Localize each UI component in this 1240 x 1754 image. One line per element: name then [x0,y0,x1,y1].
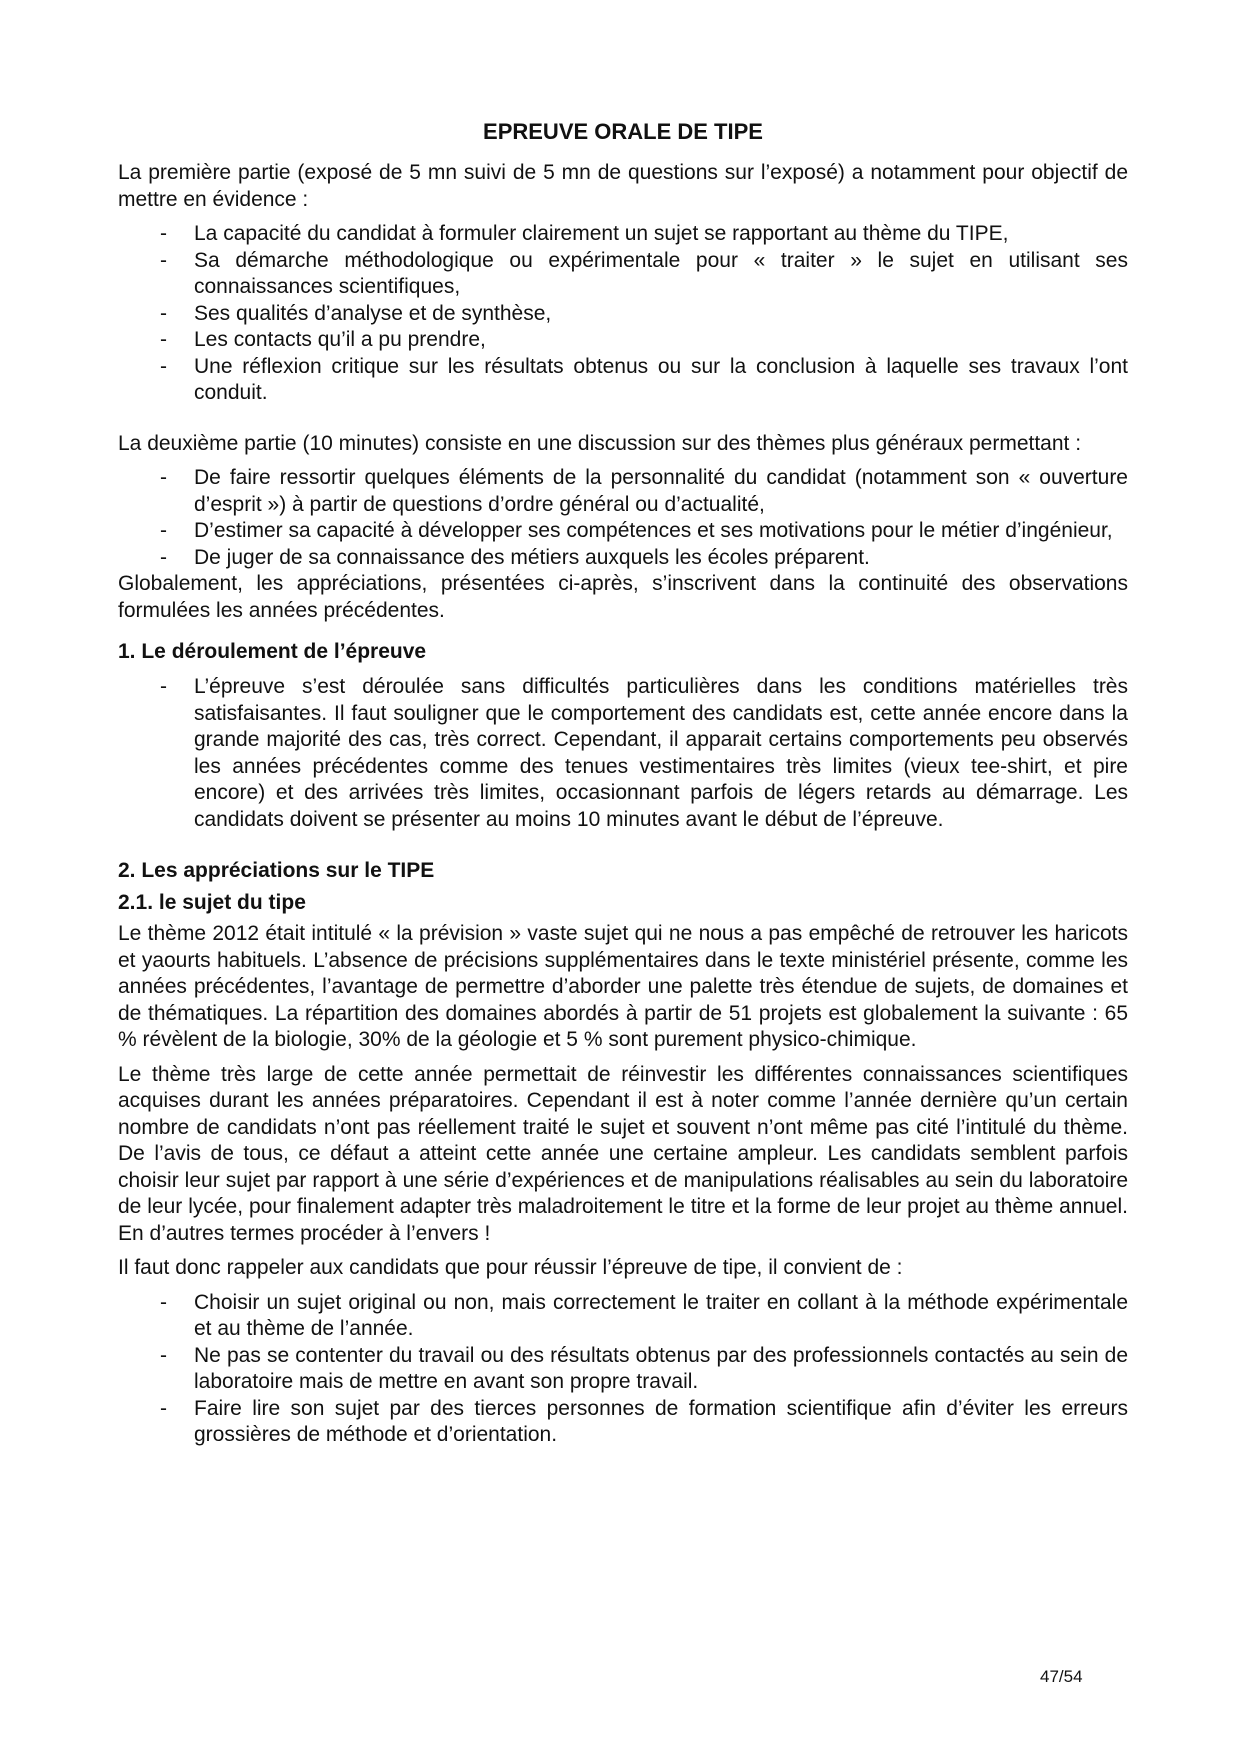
list-item: - La capacité du candidat à formuler clairement un sujet se rapportant au thème du TIPE, [118,221,1128,248]
dash-bullet: - [160,545,167,569]
list-item: - Faire lire son sujet par des tierces personnes de formation scientifique afin d’éviter les erreurs grossières de méthode et d’orientation. [160,1396,1128,1446]
list-item: - De juger de sa connaissance des métiers auxquels les écoles préparent. [118,545,1128,572]
list-item: - L’épreuve s’est déroulée sans difficultés particulières dans les conditions matérielles très satisfaisantes. Il faut souligner que le comportement des candidats est, cette année encore dans la grande majorité des cas, très correct. Cependant, il apparait certains comportements peu observés les années précédentes comme des tenues vestimentaires très limites (vieux tee-shirt, et pire encore) et des arrivées très limites, occasionnant parfois de légers retards au démarrage. Les candidats doivent se présenter au moins 10 minutes avant le début de l’épreuve. [160,675,1128,831]
dash-bullet: - [160,248,167,272]
intro-paragraph-1: La première partie (exposé de 5 mn suivi de 5 mn de questions sur l’exposé) a notamment pour objectif de mettre en évidence : [118,161,1128,211]
section-1-list [118,674,1128,833]
list-item: - Choisir un sujet original ou non, mais correctement le traiter en collant à la méthode expérimentale et au thème de l’année. [160,1290,1128,1340]
dash-bullet: - [160,222,167,245]
dash-bullet: - [160,1396,167,1420]
dash-bullet: - [160,466,167,489]
dash-bullet: - [160,675,167,698]
list-item: - De faire ressortir quelques éléments de la personnalité du candidat (notamment son « ouverture d’esprit ») à partir de questions d’ordre général ou d’actualité, [160,466,1128,516]
objectives-list-2 [118,465,1128,571]
section-1-heading: 1. Le déroulement de l’épreuve [118,640,427,663]
dash-bullet: - [160,301,167,325]
subsection-2-1-heading: 2.1. le sujet du tipe [118,891,306,914]
dash-bullet: - [160,1343,167,1367]
intro-paragraph-2: La deuxième partie (10 minutes) consiste en une discussion sur des thèmes plus généraux permettant : [118,431,1082,455]
global-paragraph: Globalement, les appréciations, présentées ci-après, s’inscrivent dans la continuité des observations formulées les années précédentes. [118,572,1128,622]
section-2-paragraph-3: Il faut donc rappeler aux candidats que pour réussir l’épreuve de tipe, il convient de : [118,1256,903,1279]
section-2-heading: 2. Les appréciations sur le TIPE [118,859,435,882]
list-item: - Ses qualités d’analyse et de synthèse, [118,301,1128,328]
section-2-paragraph-2: Le thème très large de cette année permettait de réinvestir les différentes connaissances scientifiques acquises durant les années préparatoires. Cependant il est à noter comme l’année dernière qu’un certain nombre de candidats n’ont pas réellement traité le sujet et souvent n’ont même pas cité l’intitulé du thème. De l’avis de tous, ce défaut a atteint cette année une certaine ampleur. Les candidats semblent parfois choisir leur sujet par rapport à une série d’expériences et de manipulations réalisables au sein du laboratoire de leur lycée, pour finalement adapter très maladroitement le titre et la forme de leur projet au thème annuel. En d’autres termes procéder à l’envers ! [118,1062,1128,1245]
dash-bullet: - [160,519,167,542]
list-item: - Une réflexion critique sur les résultats obtenus ou sur la conclusion à laquelle ses travaux l’ont conduit. [160,354,1128,404]
objectives-list-1 [118,221,1128,407]
list-item: - D’estimer sa capacité à développer ses compétences et ses motivations pour le métier d’ingénieur, [118,518,1128,545]
list-item: - Les contacts qu’il a pu prendre, [118,327,1128,354]
section-2-paragraph-1: Le thème 2012 était intitulé « la prévision » vaste sujet qui ne nous a pas empêché de retrouver les haricots et yaourts habituels. L’absence de précisions supplémentaires dans le texte ministériel présente, comme les années précédentes, l’avantage de permettre d’aborder une palette très étendue de sujets, de domaines et de thématiques. La répartition des domaines abordés à partir de 51 projets est globalement la suivante : 65 % révèlent de la biologie, 30% de la géologie et 5 % sont purement physico-chimique. [118,922,1128,1051]
list-item: - Ne pas se contenter du travail ou des résultats obtenus par des professionnels contactés au sein de laboratoire mais de mettre en avant son propre travail. [160,1343,1128,1393]
page-number: 47/54 [1040,1667,1083,1686]
page-title: EPREUVE ORALE DE TIPE [483,119,763,144]
section-2-list [118,1290,1128,1449]
list-item: - Sa démarche méthodologique ou expérimentale pour « traiter » le sujet en utilisant ses connaissances scientifiques, [160,248,1128,298]
dash-bullet: - [160,328,167,351]
page-content [118,118,1128,1449]
dash-bullet: - [160,1290,167,1314]
dash-bullet: - [160,354,167,378]
